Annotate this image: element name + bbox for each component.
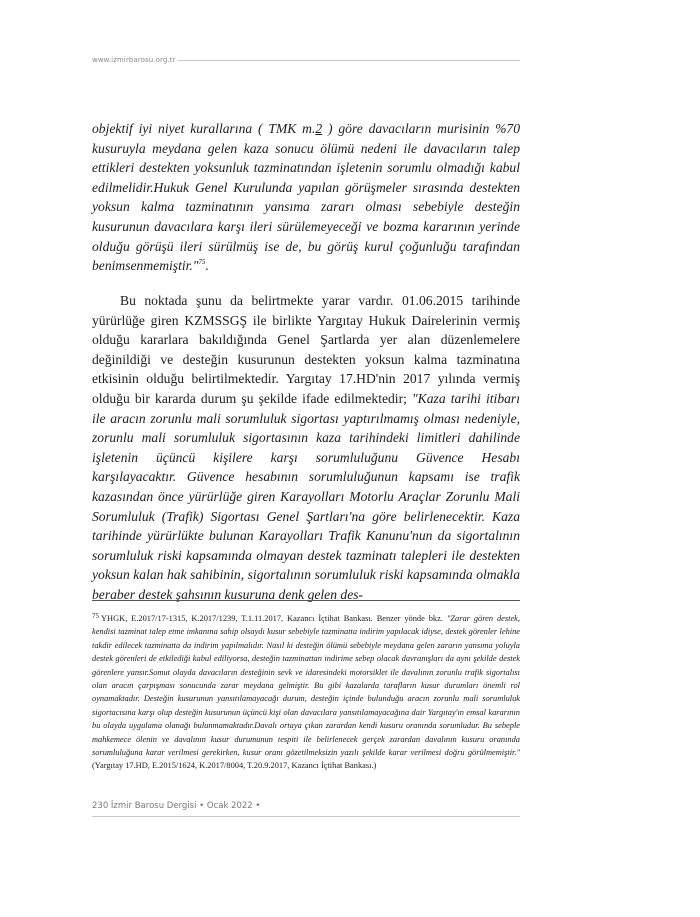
- footnote-reference[interactable]: 75: [198, 258, 206, 267]
- paragraph2-quote: "Kaza tarihi itibarı ile aracın zorunlu mali sorumluluk sigortası yaptırılmamış olması nedeniyle, zorunlu mali sorumluluk sigortasının kaza tarihindeki limitleri dahilinde işletenin üçüncü kişilere karşı sorumluluğunu Güvence Hesabı karşılayacaktır. Güvence hesabının sorumluluğunun kapsamı ise trafik kazasından önce yürürlüğe giren Karayolları Motorlu Araçlar Zorunlu Mali Sorumluluk (Trafik) Sigortası Genel Şartları'na göre belirlenecektir. Kaza tarihinde yürürlükte bulunan Karayolları Trafik Kanunu'nun da sigortalının sorumluluk riski kapsamında olmayan destek tazminatı talepleri ile destekten yoksun kalan hak sahibinin, sigortalının sorumluluk riski kapsamında olmakla beraber destek şahsının kusuruna denk gelen des-: [92, 390, 520, 602]
- footnote-divider: [92, 600, 520, 601]
- footnote-citation: YHGK, E.2017/17-1315, K.2017/1239, T.1.11.2017, Kazancı İçtihat Bankası. Benzer yönde bkz.: [101, 614, 447, 623]
- paragraph1-text-start: objektif iyi niyet kurallarına ( TMK m.: [92, 121, 316, 136]
- footer-divider: [92, 816, 520, 817]
- page-footer: 230 İzmir Barosu Dergisi • Ocak 2022 •: [92, 801, 261, 811]
- header-url: www.izmirbarosu.org.tr: [92, 56, 176, 64]
- footnote-quote: "Zarar gören destek, kendisi tazminat talep etme imkanına sahip olsaydı kusur sebebiyle tazminatta indirim yapılacak idiyse, destek görenler lehine takdir edilecek tazminatta da indirim yapılmalıdır. Nasıl ki desteğin ölümü sebebiyle meydana gelen zararın yansıma yoluyla destek görenleri de etkilediği kabul ediliyorsa, desteğin tazminattan indirime sebep olacak davranışları da aynı şekilde destek görenlere yansır.Somut olayda davacıların desteğinin sevk ve idaresindeki motorsiklet ile davalının zorunlu trafik sigortalısı olan aracın çarpışması sonucunda zarar meydana gelmiştir. Bu gibi kazalarda tarafların kusur durumları önemli rol oynamaktadır. Desteğin kusurunun yansıtılamayacağı durum, desteğin içinde bulunduğu aracın zorunlu mali sorumluluk sigortacısına karşı olup desteğin kusurunun üçüncü kişi olan davacılara yansıtılamayacağına dair Yargıtay'ın emsal kararının bu olayda uygulama olanağı bulunmamaktadır.Davalı ortaya çıkan zarardan kendi kusuru oranında sorumludur. Bu sebeple mahkemece ölenin ve davalının kusur durumunun tespiti ile belirlenecek gerçek zarardan davalının kusuru oranında sorumluluğuna karar verilmesi gerekirken, kusur oranı gözetilmeksizin yazılı şekilde karar verilmesi doğru görülmemiştir.": [92, 614, 520, 758]
- paragraph1-text-rest: ) göre davacıların murisinin %70 kusuruyla meydana gelen kaza sonucu ölümü nedeni ile davacıların talep ettikleri destekten yoksunluk tazminatından işletenin sorumlu olmadığı kabul edilmelidir.Hukuk Genel Kurulunda yapılan görüşmeler sırasında destekten yoksun kalma tazminatının yansıma zararı olması sebebiyle desteğin kusurunun davacılara karşı ileri sürülemeyeceği ve bozma kararının yerinde olduğu görüşü ileri sürülmüş ise de, bu görüş kurul çoğunluğu tarafından benimsenmemiştir.": [92, 121, 520, 274]
- footnote-end: (Yargıtay 17.HD, E.2015/1624, K.2017/8004, T.20.9.2017, Kazancı İçtihat Bankası.): [92, 761, 377, 771]
- header-divider: [178, 60, 520, 61]
- article-link[interactable]: 2: [315, 121, 323, 136]
- footnote: [92, 610, 520, 773]
- paragraph2-intro: Bu noktada şunu da belirtmekte yarar vardır. 01.06.2015 tarihinde yürürlüğe giren KZMSSGŞ ile birlikte Yargıtay Hukuk Dairelerinin vermiş olduğu kararlara bakıldığında Genel Şartlarda yer alan düzenlemelere değinildiği ve desteğin kusurunun destekten yoksun kalma tazminatına etkisinin olduğu belirtilmektedir. Yargıtay 17.HD'nin 2017 yılında vermiş olduğu bir kararda durum şu şekilde ifade edilmektedir;: [92, 293, 520, 406]
- paragraph-quote-continuation: [92, 119, 520, 276]
- footnote-number: 75: [92, 612, 99, 620]
- paragraph-body: [92, 291, 520, 605]
- paragraph1-end: .: [205, 258, 209, 274]
